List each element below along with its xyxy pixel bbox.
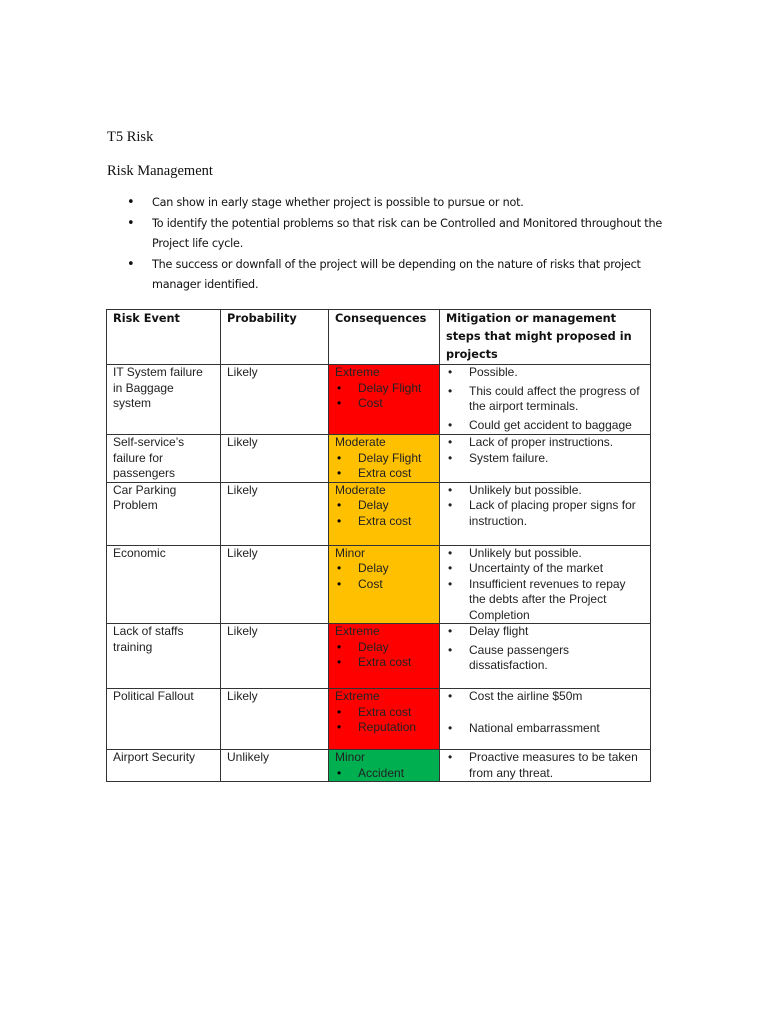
severity-label: Extreme [335,624,380,638]
consequence-item: • Cost [335,577,433,593]
mitigation-cell [440,689,651,750]
mitigation-item: • Unlikely but possible. [446,483,644,499]
bullet-item: • The success or downfall of the project will be depending on the nature of risks that project manager identified. [127,255,687,295]
mitigation-item: • System failure. [446,451,644,467]
mitigation-item: • National embarrassment [446,721,644,737]
risk-event-cell: Car Parking Problem [107,482,221,545]
table-row [107,545,651,624]
table-header-row [107,310,651,365]
consequences-cell [329,482,440,545]
mitigation-cell [440,624,651,689]
consequence-item: • Delay [335,561,433,577]
mitigation-item: • Lack of proper instructions. [446,435,644,451]
consequences-cell [329,689,440,750]
consequence-list [335,498,433,529]
mitigation-item: • Could get accident to baggage [446,418,644,434]
probability-cell: Likely [221,435,329,483]
consequence-item: • Delay [335,640,433,656]
consequence-item: • Delay Flight [335,451,433,467]
table-row [107,365,651,435]
mitigation-cell [440,482,651,545]
consequences-cell [329,435,440,483]
table-row [107,435,651,483]
table-row [107,689,651,750]
mitigation-list [446,624,644,674]
document-title: T5 Risk [107,129,154,145]
bullet-item: • Can show in early stage whether project is possible to pursue or not. [127,193,687,213]
bullet-item: • To identify the potential problems so that risk can be Controlled and Monitored throughout the Project life cycle. [127,214,687,254]
mitigation-item: • Lack of placing proper signs for instruction. [446,498,644,529]
consequence-list [335,766,433,782]
table-row [107,750,651,782]
severity-label: Moderate [335,435,386,449]
probability-cell: Likely [221,545,329,624]
mitigation-list [446,546,644,624]
mitigation-item: • Cost the airline $50m [446,689,644,705]
mitigation-list [446,750,644,781]
consequence-list [335,561,433,592]
consequence-item: • Delay [335,498,433,514]
table-row [107,624,651,689]
severity-label: Moderate [335,482,386,497]
mitigation-list [446,483,644,530]
consequences-cell [329,750,440,782]
risk-event-cell: IT System failure in Baggage system [107,365,221,435]
mitigation-item: • Delay flight [446,624,644,640]
probability-cell: Likely [221,689,329,750]
consequences-cell [329,365,440,435]
header-consequences: Consequences [329,310,440,365]
consequence-list [335,705,433,736]
consequence-list [335,640,433,671]
mitigation-item: • Uncertainty of the market [446,561,644,577]
mitigation-item: • Insufficient revenues to repay the debts after the Project Completion [446,577,644,624]
consequence-list [335,451,433,482]
risk-table-body [107,365,651,782]
mitigation-cell [440,365,651,435]
section-heading: Risk Management [107,163,213,179]
risk-event-cell: Political Fallout [107,689,221,750]
consequence-item: • Reputation [335,720,433,736]
mitigation-item: • Unlikely but possible. [446,546,644,562]
header-risk-event: Risk Event [107,310,221,365]
mitigation-list [446,365,644,433]
severity-label: Extreme [335,689,380,703]
consequences-cell [329,624,440,689]
table-row [107,482,651,545]
mitigation-cell [440,435,651,483]
consequences-cell [329,545,440,624]
header-probability: Probability [221,310,329,365]
consequence-item: • Extra cost [335,705,433,721]
intro-bullet-list [127,193,687,296]
risk-event-cell: Airport Security [107,750,221,782]
mitigation-cell [440,545,651,624]
consequence-item: • Extra cost [335,514,433,530]
consequence-item: • Cost [335,396,433,412]
mitigation-item: • Proactive measures to be taken from any threat. [446,750,644,781]
probability-cell: Likely [221,365,329,435]
risk-event-cell: Economic [107,545,221,624]
mitigation-item: • This could affect the progress of the airport terminals. [446,384,644,415]
probability-cell: Likely [221,624,329,689]
risk-table [106,309,651,782]
risk-event-cell: Self-service’s failure for passengers [107,435,221,483]
risk-event-cell: Lack of staffs training [107,624,221,689]
consequence-list [335,381,433,412]
mitigation-list [446,435,644,466]
consequence-item: • Extra cost [335,655,433,671]
mitigation-list [446,689,644,736]
mitigation-cell [440,750,651,782]
mitigation-item: • Possible. [446,365,644,381]
probability-cell: Likely [221,482,329,545]
consequence-item: • Delay Flight [335,381,433,397]
severity-label: Minor [335,545,366,560]
consequence-item: • Extra cost [335,466,433,482]
severity-label: Minor [335,750,366,764]
header-mitigation: Mitigation or management steps that might proposed in projects [440,310,651,365]
probability-cell: Unlikely [221,750,329,782]
severity-label: Extreme [335,365,380,379]
mitigation-item: • Cause passengers dissatisfaction. [446,643,644,674]
consequence-item: • Accident [335,766,433,782]
